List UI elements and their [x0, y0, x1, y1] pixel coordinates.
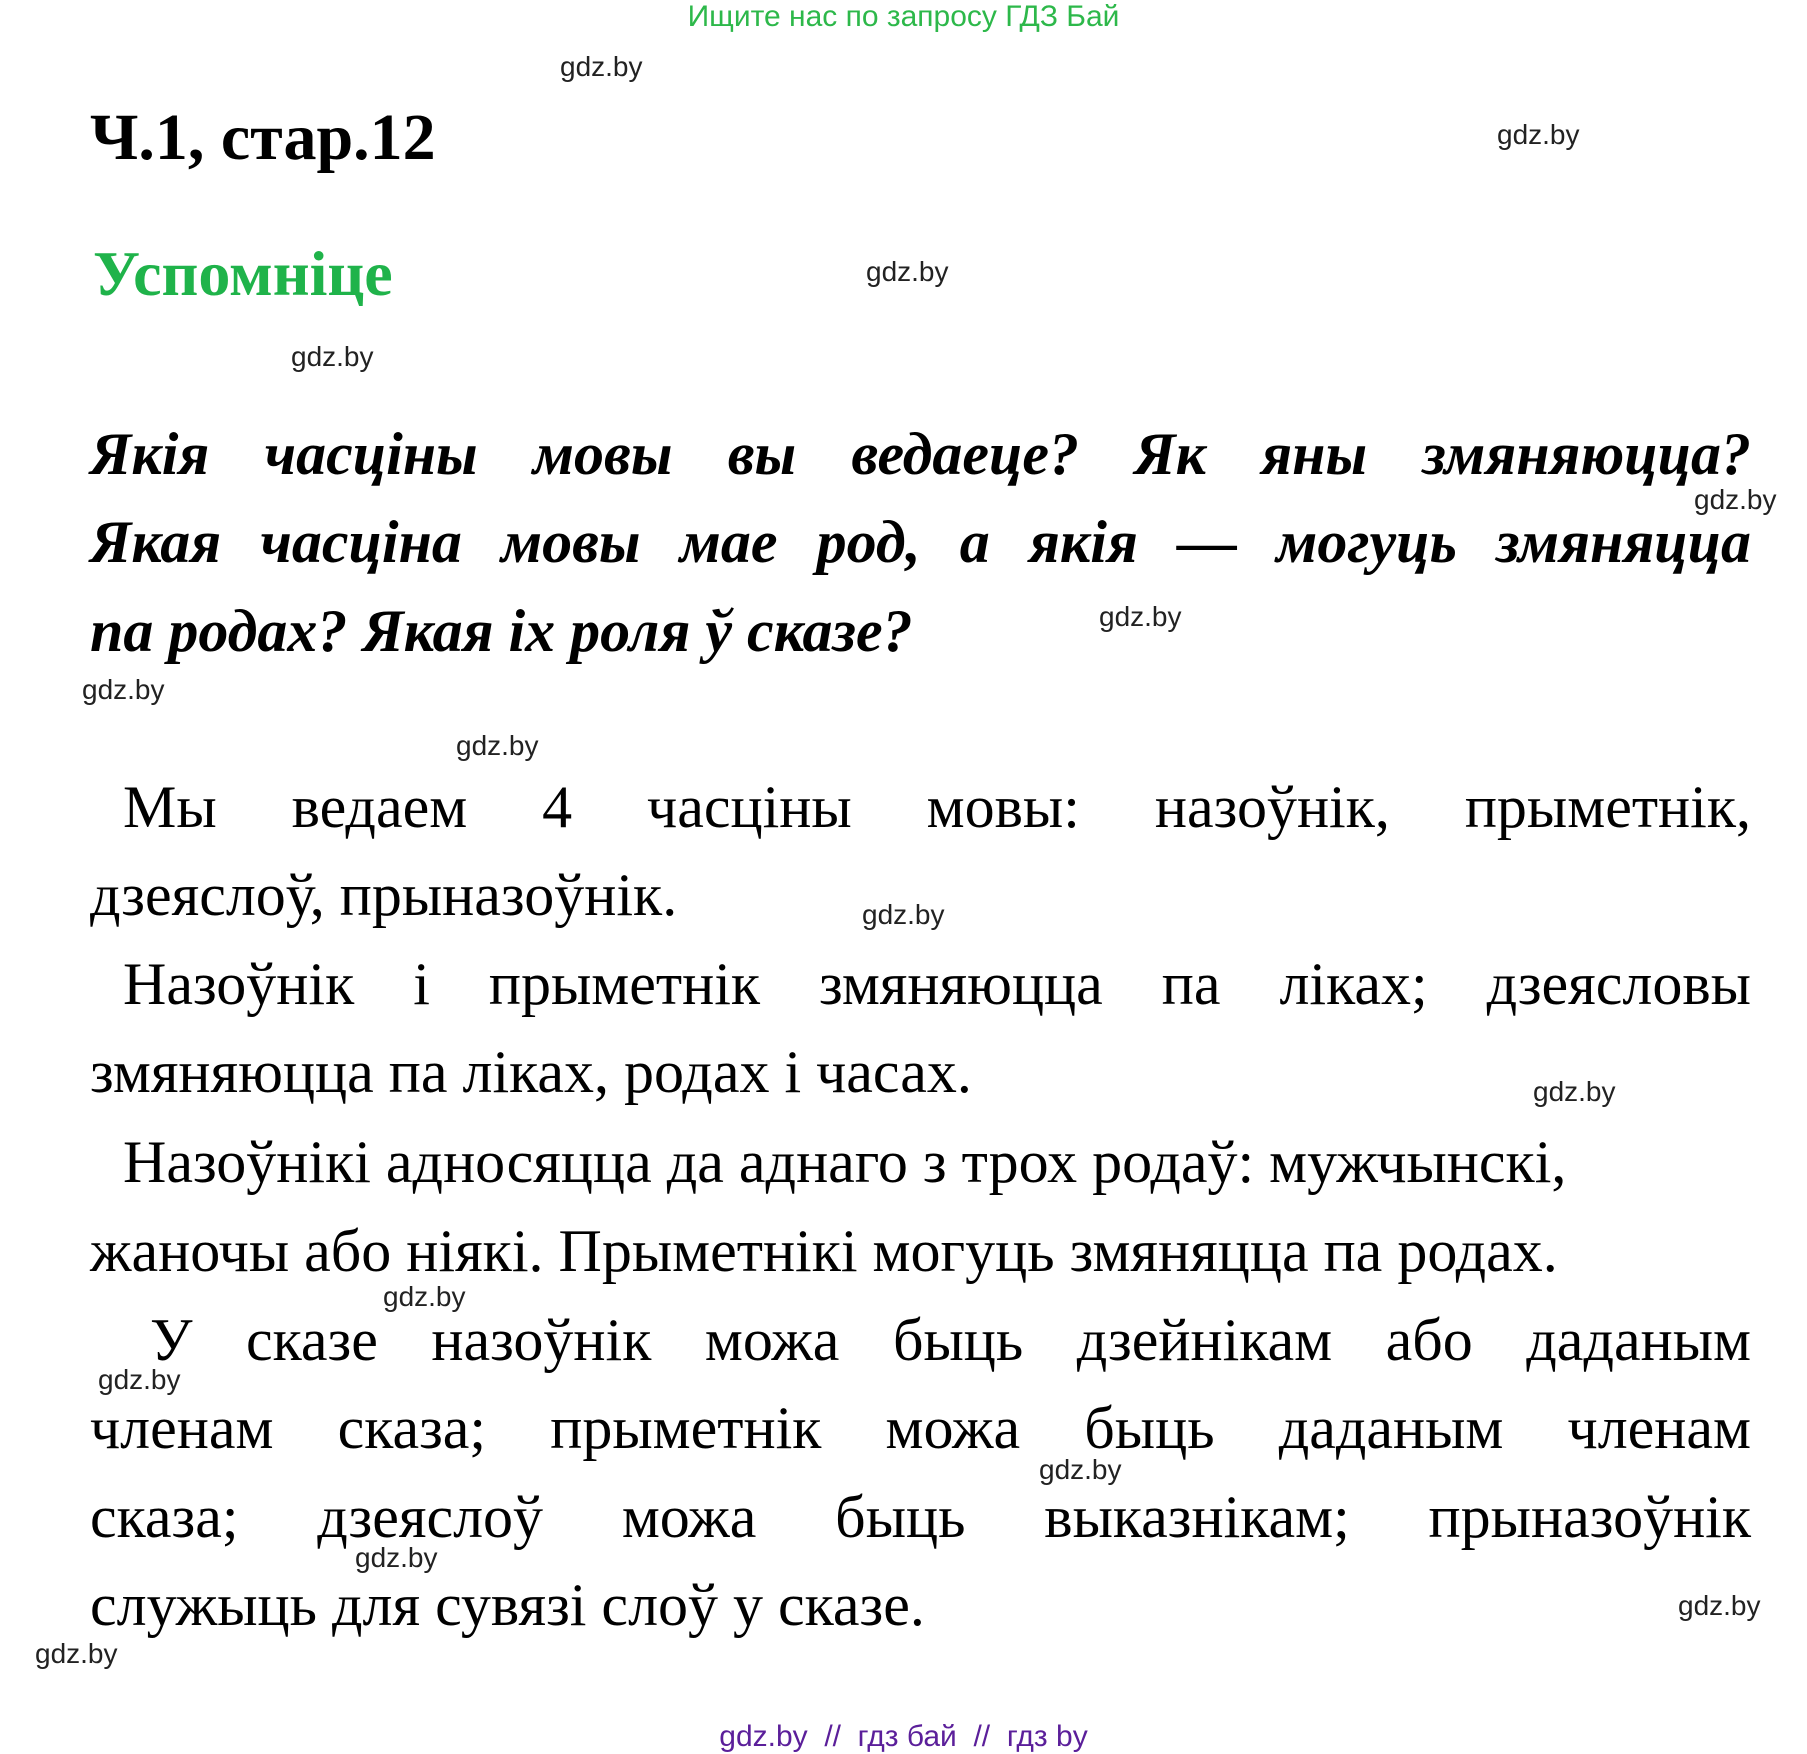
answer-line: служыць для сувязі слоў у сказе.	[90, 1572, 925, 1638]
answer-line: сказа; дзеяслоў можа быць выказнікам; прыназоўнік	[90, 1484, 1751, 1550]
answer-line: змяняюцца па ліках, родах і часах.	[90, 1039, 972, 1105]
answer-line: жаночы або ніякі. Прыметнікі могуць змяняцца па родах.	[90, 1218, 1558, 1284]
watermark: gdz.by	[1694, 484, 1777, 515]
watermark: gdz.by	[1533, 1076, 1616, 1107]
watermark: gdz.by	[862, 899, 945, 930]
watermark: gdz.by	[1039, 1454, 1122, 1485]
watermark: gdz.by	[355, 1542, 438, 1573]
watermark: gdz.by	[866, 256, 949, 287]
footer-links[interactable]: gdz.by // гдз бай // гдз by	[719, 1720, 1088, 1753]
answer-line: дзеяслоў, прыназоўнік.	[90, 862, 678, 928]
search-banner[interactable]: Ищите нас по запросу ГДЗ Бай	[687, 0, 1120, 33]
watermark: gdz.by	[1678, 1590, 1761, 1621]
answer-line: У сказе назоўнік можа быць дзейнікам або даданым	[150, 1307, 1751, 1373]
watermark: gdz.by	[456, 730, 539, 761]
watermark: gdz.by	[98, 1364, 181, 1395]
watermark: gdz.by	[291, 341, 374, 372]
answer-line: Назоўнікі адносяцца да аднаго з трох родаў: мужчынскі,	[123, 1129, 1567, 1195]
answer-line: членам сказа; прыметнік можа быць даданым членам	[90, 1395, 1751, 1461]
watermark: gdz.by	[82, 674, 165, 705]
section-heading: Успомніце	[93, 238, 393, 309]
watermark: gdz.by	[383, 1281, 466, 1312]
watermark: gdz.by	[560, 51, 643, 82]
question-line: Якія часціны мовы вы ведаеце? Як яны змяняюцца?	[90, 421, 1751, 487]
question-line: па родах? Якая іх роля ў сказе?	[90, 598, 913, 664]
watermark: gdz.by	[1099, 601, 1182, 632]
answer-line: Мы ведаем 4 часціны мовы: назоўнік, прыметнік,	[123, 774, 1751, 840]
answer-line: Назоўнік і прыметнік змяняюцца па ліках; дзеясловы	[123, 951, 1751, 1017]
page-title: Ч.1, стар.12	[90, 101, 436, 174]
watermark: gdz.by	[1497, 119, 1580, 150]
question-line: Якая часціна мовы мае род, а якія — могуць змяняцца	[90, 509, 1751, 575]
watermark: gdz.by	[35, 1638, 118, 1669]
